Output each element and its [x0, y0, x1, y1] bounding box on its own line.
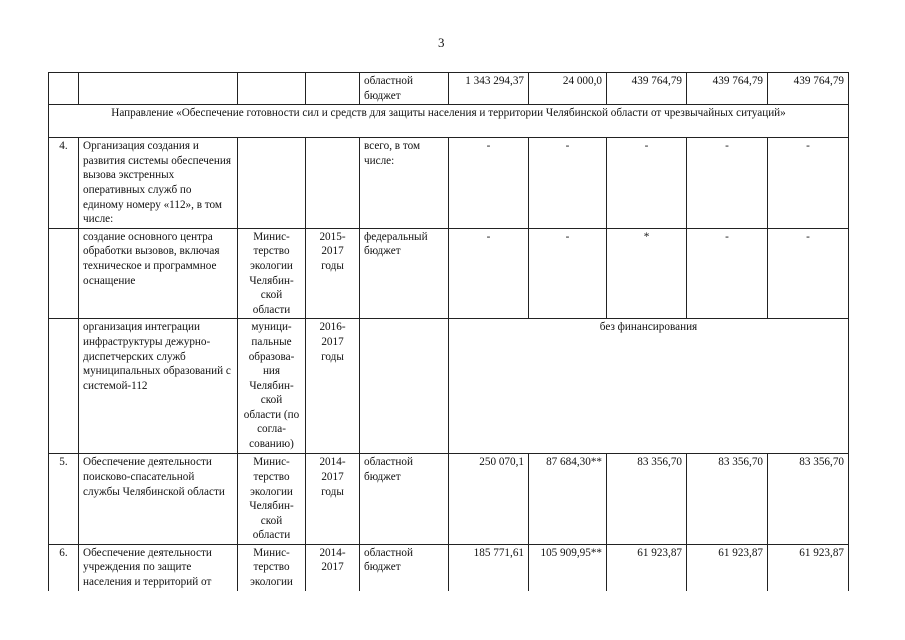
table-row [49, 228, 849, 319]
table-row [49, 138, 849, 229]
num-cell [49, 319, 79, 454]
total-cell: - [449, 138, 529, 229]
period-cell [306, 73, 360, 105]
budget-table [48, 72, 849, 591]
y2017-cell: 439 764,79 [768, 73, 849, 105]
source-cell: областной бюджет [360, 73, 449, 105]
y2015-cell: 61 923,87 [607, 544, 687, 590]
table-row [49, 544, 849, 590]
period-cell: 2014-2017 годы [306, 454, 360, 545]
total-cell: - [449, 228, 529, 319]
table-row [49, 319, 849, 454]
y2016-cell: - [687, 228, 768, 319]
table-row [49, 73, 849, 105]
total-cell: 250 070,1 [449, 454, 529, 545]
table-row [49, 454, 849, 545]
num-cell [49, 228, 79, 319]
y2014-cell: 105 909,95** [529, 544, 607, 590]
y2017-cell: - [768, 138, 849, 229]
name-cell: Обеспечение деятельности учреждения по защите населения и территорий от [79, 544, 238, 590]
y2016-cell: - [687, 138, 768, 229]
y2015-cell: 83 356,70 [607, 454, 687, 545]
no-funding-note: без финансирования [449, 319, 849, 454]
page-number: 3 [438, 35, 445, 50]
name-cell: создание основного центра обработки вызовов, включая техническое и программное оснащение [79, 228, 238, 319]
total-cell: 1 343 294,37 [449, 73, 529, 105]
total-cell: 185 771,61 [449, 544, 529, 590]
executor-cell [238, 138, 306, 229]
y2014-cell: - [529, 138, 607, 229]
y2016-cell: 439 764,79 [687, 73, 768, 105]
source-cell: федеральный бюджет [360, 228, 449, 319]
y2016-cell: 83 356,70 [687, 454, 768, 545]
section-row [49, 105, 849, 138]
name-cell: организация интеграции инфраструктуры дежурно-диспетчерских служб муниципальных образований с системой-112 [79, 319, 238, 454]
executor-cell: Минис-терство экологии Челябин-ской области [238, 228, 306, 319]
period-cell: 2015-2017 годы [306, 228, 360, 319]
executor-cell [238, 73, 306, 105]
name-cell: Обеспечение деятельности поисково-спасательной службы Челябинской области [79, 454, 238, 545]
y2015-cell: * [607, 228, 687, 319]
row-number: 6. [49, 544, 79, 590]
source-cell: областной бюджет [360, 454, 449, 545]
period-cell: 2016-2017 годы [306, 319, 360, 454]
name-cell: Организация создания и развития системы обеспечения вызова экстренных оперативных служб по единому номеру «112», в том числе: [79, 138, 238, 229]
y2014-cell: - [529, 228, 607, 319]
y2016-cell: 61 923,87 [687, 544, 768, 590]
source-cell: областной бюджет [360, 544, 449, 590]
source-cell: всего, в том числе: [360, 138, 449, 229]
executor-cell: муници-пальные образова-ния Челябин-ской области (по согла-сованию) [238, 319, 306, 454]
y2015-cell: - [607, 138, 687, 229]
executor-cell: Минис-терство экологии Челябин-ской области [238, 454, 306, 545]
name-cell [79, 73, 238, 105]
row-number: 4. [49, 138, 79, 229]
num-cell [49, 73, 79, 105]
y2015-cell: 439 764,79 [607, 73, 687, 105]
executor-cell: Минис-терство экологии [238, 544, 306, 590]
row-number: 5. [49, 454, 79, 545]
section-heading: Направление «Обеспечение готовности сил и средств для защиты населения и территории Челябинской области от чрезвычайных ситуаций» [49, 105, 849, 138]
y2017-cell: 61 923,87 [768, 544, 849, 590]
period-cell [306, 138, 360, 229]
period-cell: 2014-2017 [306, 544, 360, 590]
y2014-cell: 24 000,0 [529, 73, 607, 105]
y2017-cell: 83 356,70 [768, 454, 849, 545]
y2017-cell: - [768, 228, 849, 319]
y2014-cell: 87 684,30** [529, 454, 607, 545]
source-cell [360, 319, 449, 454]
